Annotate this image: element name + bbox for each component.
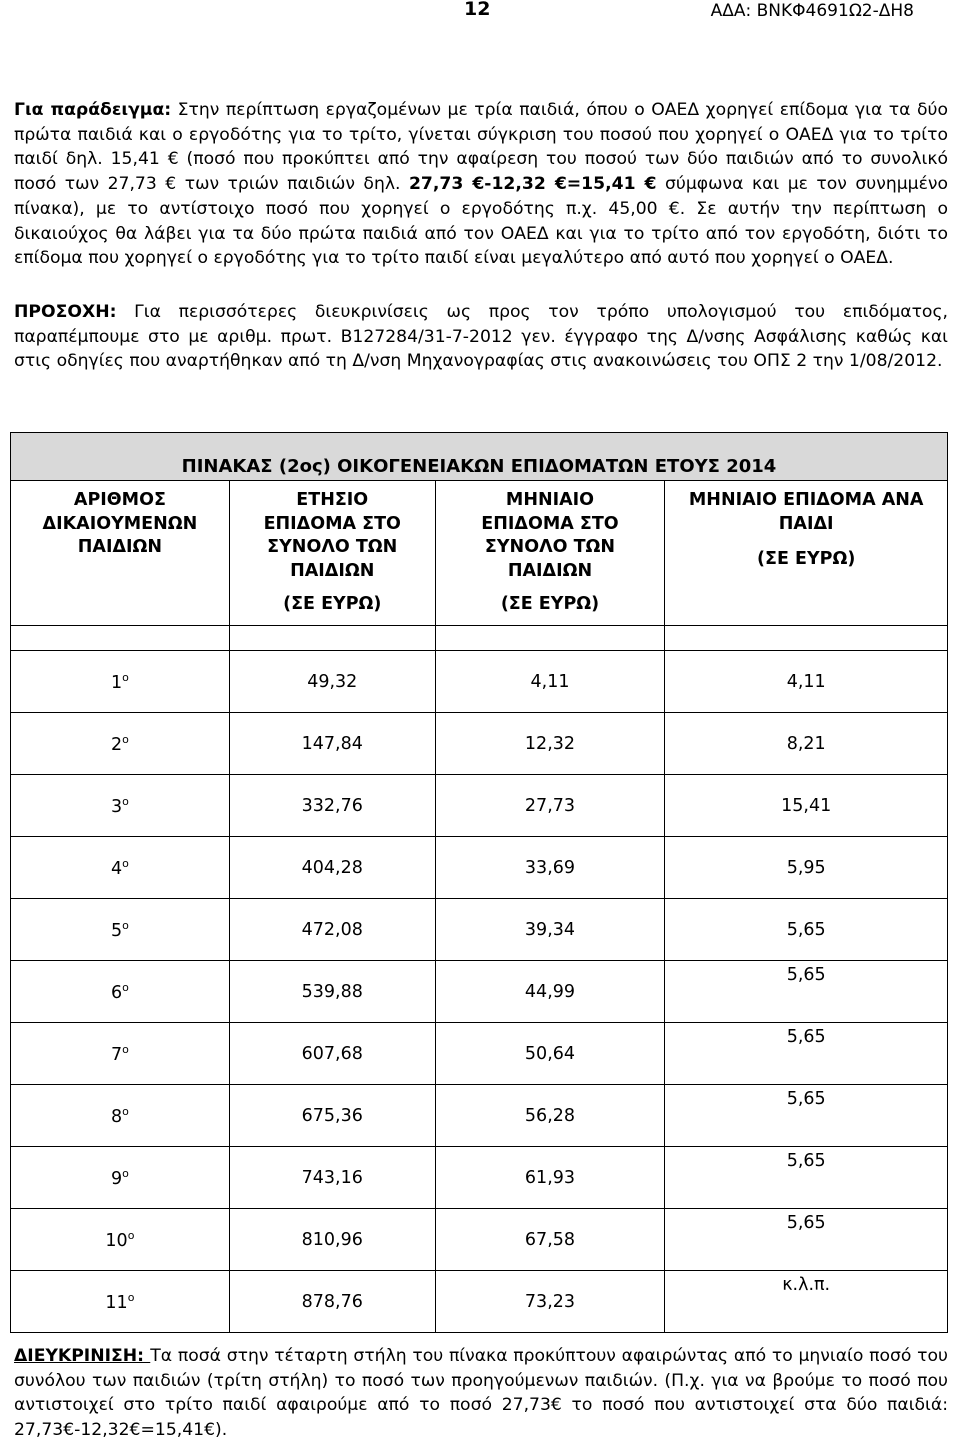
monthly-cell: [435, 1271, 665, 1333]
annual-value: 147,84: [301, 733, 363, 754]
monthly-cell: [435, 961, 665, 1023]
per-child-cell: [665, 1147, 948, 1209]
children-count-cell: [11, 1209, 230, 1271]
column-header-line: ΠΑΙΔΙ: [778, 513, 834, 534]
per-child-value: 5,65: [786, 1150, 826, 1171]
page-number: 12: [464, 0, 491, 20]
per-child-cell: [665, 837, 948, 899]
annual-cell: [229, 899, 435, 961]
annual-value: 472,08: [301, 919, 363, 940]
children-count-cell: [11, 1271, 230, 1333]
monthly-cell: [435, 837, 665, 899]
ordinal-mark: ο: [127, 1228, 135, 1242]
children-count: 4: [110, 858, 123, 879]
table-row: [11, 961, 948, 1023]
per-child-value: 4,11: [786, 671, 826, 692]
annual-cell: [229, 1271, 435, 1333]
monthly-cell: [435, 713, 665, 775]
ordinal-mark: ο: [122, 1042, 129, 1056]
per-child-cell: [665, 961, 948, 1023]
table-header-row: [11, 481, 948, 626]
per-child-value: 5,65: [786, 1088, 826, 1109]
monthly-cell: [435, 1147, 665, 1209]
annual-cell: [229, 1147, 435, 1209]
annual-value: 743,16: [301, 1167, 363, 1188]
column-header-unit: (ΣΕ ΕΥΡΩ): [500, 594, 600, 614]
children-count-cell: [11, 1147, 230, 1209]
monthly-value: 61,93: [524, 1167, 576, 1188]
column-header-line: ΜΗΝΙΑΙΟ: [505, 490, 595, 510]
table-row: [11, 1147, 948, 1209]
annual-cell: [229, 1209, 435, 1271]
clarification-paragraph: [14, 1344, 948, 1443]
annual-value: 49,32: [307, 671, 358, 692]
per-child-cell: [665, 651, 948, 713]
column-header-line: ΕΠΙΔΟΜΑ ΣΤΟ: [481, 513, 619, 534]
annual-value: 539,88: [301, 981, 363, 1002]
monthly-value: 39,34: [524, 919, 576, 940]
children-count-cell: [11, 961, 230, 1023]
per-child-cell: [665, 899, 948, 961]
column-header-line: ΑΡΙΘΜΟΣ: [73, 490, 166, 510]
children-count: 1: [110, 672, 123, 693]
column-header-line: ΠΑΙΔΙΩΝ: [507, 560, 593, 581]
column-header-4: [665, 481, 948, 626]
example-calc: 27,73 €-12,32 €=15,41 €: [408, 174, 657, 195]
per-child-value: 5,65: [786, 919, 826, 940]
children-count: 7: [110, 1044, 123, 1065]
children-count-cell: [11, 837, 230, 899]
column-header-line: ΕΠΙΔΟΜΑ ΣΤΟ: [263, 513, 401, 534]
annual-cell: [229, 1023, 435, 1085]
annual-value: 810,96: [301, 1229, 363, 1250]
example-text-a: Στην περίπτωση εργαζομένων με τρία παιδιά, όπου ο ΟΑΕΔ χορηγεί επίδομα για τα δύο πρώτα παιδιά και ο εργοδότης για το τρίτο, γίνεται σύγκριση του ποσού που χορηγεί ο ΟΑΕΔ για το τρίτο παιδί δηλ. 15,41 € (ποσό που προκύπτει από την αφαίρεση του ποσού των δύο παιδιών από το συνολικό ποσό των 27,73 € των τριών παιδιών δηλ.: [14, 100, 948, 195]
per-child-value: 5,65: [786, 1212, 826, 1233]
annual-cell: [229, 713, 435, 775]
children-count: 10: [105, 1230, 128, 1251]
table-row: [11, 775, 948, 837]
benefits-table: [10, 432, 948, 1333]
annual-value: 878,76: [301, 1291, 363, 1312]
column-header-unit: (ΣΕ ΕΥΡΩ): [283, 594, 382, 614]
table-row: [11, 1023, 948, 1085]
children-count: 11: [105, 1292, 128, 1313]
ordinal-mark: ο: [127, 1290, 135, 1304]
column-header-1: [11, 481, 230, 626]
per-child-cell: [665, 1271, 948, 1333]
monthly-cell: [435, 899, 665, 961]
ordinal-mark: ο: [122, 1166, 129, 1180]
table-title: ΠΙΝΑΚΑΣ (2ος) ΟΙΚΟΓΕΝΕΙΑΚΩΝ ΕΠΙΔΟΜΑΤΩΝ ΕΤΟΥΣ 2014: [11, 433, 948, 481]
monthly-value: 12,32: [524, 733, 576, 754]
monthly-cell: [435, 651, 665, 713]
attention-text: Για περισσότερες διευκρινίσεις ως προς τον τρόπο υπολογισμού του επιδόματος, παραπέμπουμε στο με αριθμ. πρωτ. Β127284/31-7-2012 γεν. έγγραφο της Δ/νσης Ασφάλισης καθώς και στις οδηγίες που αναρτήθηκαν από τη Δ/νση Μηχανογραφίας στις ανακοινώσεις του ΟΠΣ 2 την 1/08/2012.: [14, 302, 948, 372]
annual-cell: [229, 775, 435, 837]
per-child-cell: [665, 713, 948, 775]
clarification-text: Τα ποσά στην τέταρτη στήλη του πίνακα προκύπτουν αφαιρώντας από το μηνιαίο ποσό του συνόλου των παιδιών (τρίτη στήλη) το ποσό των προηγούμενων παιδιών. (Π.χ. για να βρούμε το ποσό που αντιστοιχεί στο τρίτο παιδί αφαιρούμε από το ποσό 27,73€ το ποσό που αντιστοιχεί στα δύο παιδιά: 27,73€-12,32€=15,41€).: [14, 1346, 948, 1441]
per-child-cell: [665, 1085, 948, 1147]
column-header-unit: (ΣΕ ΕΥΡΩ): [757, 549, 856, 569]
column-header-line: ΜΗΝΙΑΙΟ ΕΠΙΔΟΜΑ ΑΝΑ: [688, 490, 924, 510]
per-child-value: 5,95: [786, 857, 826, 878]
example-lead: Για παράδειγμα:: [14, 100, 172, 120]
children-count-cell: [11, 1023, 230, 1085]
children-count: 8: [110, 1106, 123, 1127]
monthly-value: 27,73: [524, 795, 576, 816]
children-count: 3: [110, 796, 123, 817]
children-count-cell: [11, 713, 230, 775]
column-header-line: ΣΥΝΟΛΟ ΤΩΝ: [484, 537, 616, 557]
monthly-value: 33,69: [524, 857, 576, 878]
children-count-cell: [11, 651, 230, 713]
children-count-cell: [11, 899, 230, 961]
annual-value: 332,76: [301, 795, 363, 816]
table-row: [11, 1271, 948, 1333]
column-header-line: ΠΑΙΔΙΩΝ: [77, 537, 163, 557]
monthly-cell: [435, 775, 665, 837]
example-paragraph: [14, 98, 948, 271]
column-header-line: ΕΤΗΣΙΟ: [296, 490, 369, 510]
children-count: 5: [110, 920, 123, 941]
monthly-cell: [435, 1085, 665, 1147]
monthly-cell: [435, 1023, 665, 1085]
per-child-value: 15,41: [781, 795, 832, 816]
ordinal-mark: ο: [122, 794, 129, 808]
per-child-value: κ.λ.π.: [782, 1274, 831, 1295]
children-count: 6: [110, 982, 123, 1003]
table-row: [11, 837, 948, 899]
column-header-line: ΔΙΚΑΙΟΥΜΕΝΩΝ: [42, 513, 198, 534]
monthly-value: 50,64: [524, 1043, 576, 1064]
attention-paragraph: [14, 300, 948, 374]
column-header-line: ΠΑΙΔΙΩΝ: [290, 560, 375, 581]
per-child-cell: [665, 775, 948, 837]
monthly-value: 4,11: [530, 671, 570, 692]
table-row: [11, 1085, 948, 1147]
ordinal-mark: ο: [122, 980, 129, 994]
clarification-lead: ΔΙΕΥΚΡΙΝΙΣΗ:: [14, 1346, 151, 1366]
children-count: 2: [110, 734, 123, 755]
annual-value: 607,68: [301, 1043, 363, 1064]
annual-cell: [229, 1085, 435, 1147]
ordinal-mark: ο: [122, 856, 129, 870]
monthly-value: 73,23: [524, 1291, 576, 1312]
table-row: [11, 899, 948, 961]
table-row: [11, 1209, 948, 1271]
monthly-cell: [435, 1209, 665, 1271]
children-count: 9: [110, 1168, 123, 1189]
per-child-value: 8,21: [786, 733, 826, 754]
annual-cell: [229, 651, 435, 713]
column-header-line: ΣΥΝΟΛΟ ΤΩΝ: [267, 537, 398, 557]
annual-value: 675,36: [301, 1105, 363, 1126]
per-child-value: 5,65: [786, 1026, 826, 1047]
table-spacer-row: [11, 626, 948, 651]
annual-cell: [229, 837, 435, 899]
ordinal-mark: ο: [122, 732, 129, 746]
ordinal-mark: ο: [122, 1104, 129, 1118]
column-header-3: [435, 481, 665, 626]
ordinal-mark: ο: [122, 918, 129, 932]
per-child-cell: [665, 1023, 948, 1085]
ordinal-mark: ο: [122, 670, 129, 684]
ada-code: ΑΔΑ: ΒΝΚΦ4691Ω2-ΔΗ8: [710, 1, 914, 21]
attention-lead: ΠΡΟΣΟΧΗ:: [14, 302, 117, 322]
annual-value: 404,28: [301, 857, 363, 878]
per-child-cell: [665, 1209, 948, 1271]
monthly-value: 56,28: [524, 1105, 576, 1126]
table-row: [11, 651, 948, 713]
per-child-value: 5,65: [786, 964, 826, 985]
annual-cell: [229, 961, 435, 1023]
example-text-b: σύμφωνα και με τον συνημμένο πίνακα), με το αντίστοιχο ποσό που χορηγεί ο εργοδότης π.χ. 45,00 €. Σε αυτήν την περίπτωση ο δικαιούχος θα λάβει για τα δύο πρώτα παιδιά από τον ΟΑΕΔ και για το τρίτο από τον εργοδότη, διότι το επίδομα που χορηγεί ο εργοδότης για το τρίτο παιδί είναι μεγαλύτερο από αυτό που χορηγεί ο ΟΑΕΔ.: [14, 174, 949, 269]
column-header-2: [229, 481, 435, 626]
monthly-value: 44,99: [524, 981, 576, 1002]
children-count-cell: [11, 1085, 230, 1147]
monthly-value: 67,58: [524, 1229, 576, 1250]
children-count-cell: [11, 775, 230, 837]
table-row: [11, 713, 948, 775]
table-body: [11, 651, 948, 1333]
